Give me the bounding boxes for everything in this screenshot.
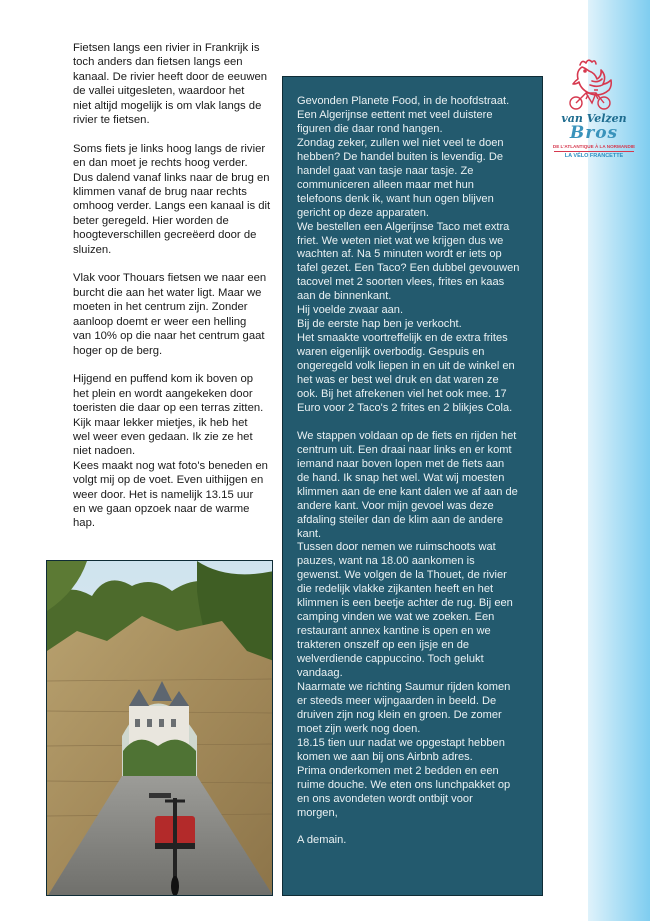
stone-arch-gate-photo — [46, 560, 273, 896]
brand-tagline: DE L'ATLANTIQUE À LA NORMANDIE — [552, 144, 636, 149]
brand-name-bottom: Bros — [569, 123, 619, 143]
paragraph: We stappen voldaan op de fiets en rijden het centrum uit. Een draai naar links en er komt iemand naar boven lopen met de fiets aan de hand. Ik snap het wel. Wat wij moesten klimmen aan de ene kant dalen we af aan de andere kant. Voor mijn gevoel was deze afdaling steiler dan de klim aan de andere kant. Tussen door nemen we ruimschoots wat pauzes, want na 18.00 aankomen is gewenst. We volgen de la Thouet, de rivier die redelijk vlakke zijkanten heeft en het klimmen is een beetje achter de rug. Bij een camping vinden we wat we zoeken. Een restaurant annex kantine is open en we trakteren onszelf op een ijsje en de welverdiende cappuccino. Toch gelukt vandaag. Naarmate we richting Saumur rijden komen er steeds meer wijngaarden in beeld. De druiven zijn nog klein en groen. De zomer moet zijn werk nog doen. 18.15 tien uur nadat we opgestapt hebben komen we aan bij ons Airbnb adres. Prima onderkomen met 2 bedden en een ruime douche. We eten ons lunchpakket op en ons avondeten wordt ontbijt voor morgen, — [297, 429, 518, 819]
paragraph: Gevonden Planete Food, in de hoofdstraat. Een Algerijnse eettent met veel duistere figuren die daar rond hangen. Zondag zeker, zullen wel niet veel te doen hebben? De handel buiten is levendig. De handel gaat van tasje naar tasje. Ze communiceren alleen maar met hun telefoons denk ik, want hun ogen blijven gericht op deze apparaten. We bestellen een Algerijnse Taco met extra friet. We weten niet wat we krijgen dus we wachten af. Na 5 minuten wordt er iets op tafel gezet. Een Taco? Een dubbel gevouwen tacovel met 2 soorten vlees, frites en kaas aan de binnenkant. Hij voelde zwaar aan. Bij de eerste hap ben je verkocht. Het smaakte voortreffelijk en de extra frites waren eigenlijk overbodig. Gespuis en ongeregeld volk liepen in en uit de winkel en het was er best wel druk en dat waren ze ook. Bij het afrekenen viel het ook mee. 17 Euro voor 2 Taco's 2 frites en 2 blikjes Cola. — [297, 95, 520, 414]
left-column-text — [73, 41, 273, 545]
paragraph: Fietsen langs een rivier in Frankrijk is toch anders dan fietsen langs een kanaal. De rivier heeft door de eeuwen de vallei uitgesleten, waardoor het niet altijd mogelijk is om vlak langs de rivier te fietsen. — [73, 42, 268, 127]
brand-name-top: van Velzen — [561, 112, 627, 125]
rooster-bicycle-icon — [564, 55, 624, 113]
paragraph: Hijgend en puffend kom ik boven op het plein en wordt aangekeken door toeristen die daar op een terras zitten. Kijk maar lekker mietjes, ik heb het wel weer even gedaan. Ik zie ze het niet nadoen. Kees maakt nog wat foto's beneden en volgt mij op de voet. Even uithijgen en weer door. Het is namelijk 13.15 uur en we gaan opzoek naar de warme hap. — [73, 373, 268, 530]
brand-subtitle: LA VÉLO FRANCETTE — [564, 153, 624, 159]
paragraph: Vlak voor Thouars fietsen we naar een burcht die aan het water ligt. Maar we moeten in het centrum zijn. Zonder aanloop doemt er weer een helling van 10% op die naar het centrum gaat hoger op de berg. — [73, 272, 267, 357]
paragraph: Soms fiets je links hoog langs de rivier en dan moet je rechts hoog verder. Dus dalend vanaf links naar de brug en klimmen vanaf de brug naar rechts omhoog verder. Langs een kanaal is dit beter geregeld. Hier worden de hoogteverschillen gecreëerd door de sluizen. — [73, 142, 271, 256]
story-panel-text — [297, 95, 533, 862]
brand-logo — [548, 55, 640, 170]
brand-divider — [554, 151, 634, 152]
paragraph: A demain. — [297, 834, 347, 847]
